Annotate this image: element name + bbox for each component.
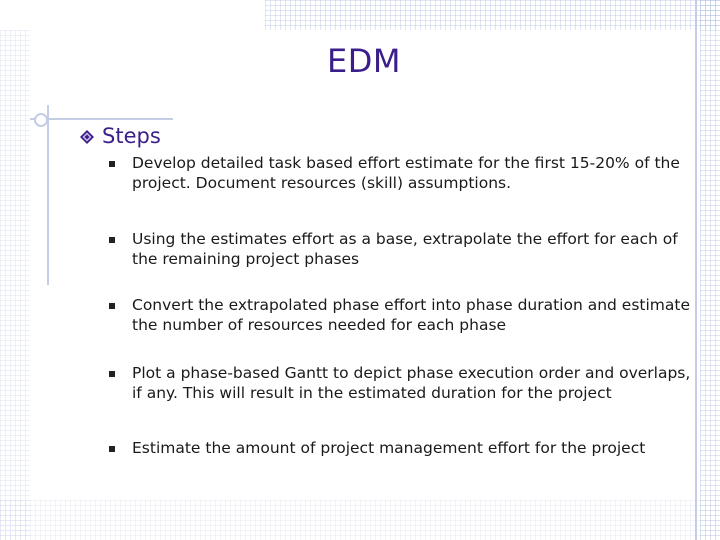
square-bullet-icon — [109, 237, 115, 243]
background-grid-left — [0, 30, 30, 540]
square-bullet-icon — [109, 371, 115, 377]
left-accent-line — [47, 105, 49, 285]
list-item-text: Estimate the amount of project management effort for the project — [132, 439, 646, 457]
slide-title: EDM — [327, 42, 401, 80]
list-item — [108, 296, 692, 335]
list-item-text: Develop detailed task based effort estimate for the first 15-20% of the project. Document resources (skill) assumptions. — [132, 154, 680, 192]
list-item — [108, 154, 692, 193]
list-item — [108, 439, 692, 459]
section-heading-label: Steps — [102, 124, 161, 148]
divider-circle-mark — [34, 113, 48, 127]
background-grid-top — [265, 0, 720, 30]
section-heading — [80, 124, 161, 148]
list-item-text: Using the estimates effort as a base, extrapolate the effort for each of the remaining project phases — [132, 230, 678, 268]
background-grid-right — [700, 0, 720, 540]
list-item-text: Convert the extrapolated phase effort into phase duration and estimate the number of resources needed for each phase — [132, 296, 691, 334]
square-bullet-icon — [109, 446, 115, 452]
diamond-bullet-icon — [80, 129, 94, 143]
background-grid-bottom — [0, 500, 720, 540]
list-item — [108, 230, 692, 269]
title-divider-line — [30, 118, 173, 120]
square-bullet-icon — [109, 303, 115, 309]
right-accent-line — [695, 0, 697, 540]
square-bullet-icon — [109, 161, 115, 167]
list-item — [108, 364, 692, 403]
list-item-text: Plot a phase-based Gantt to depict phase execution order and overlaps, if any. This will result in the estimated duration for the project — [132, 364, 691, 402]
